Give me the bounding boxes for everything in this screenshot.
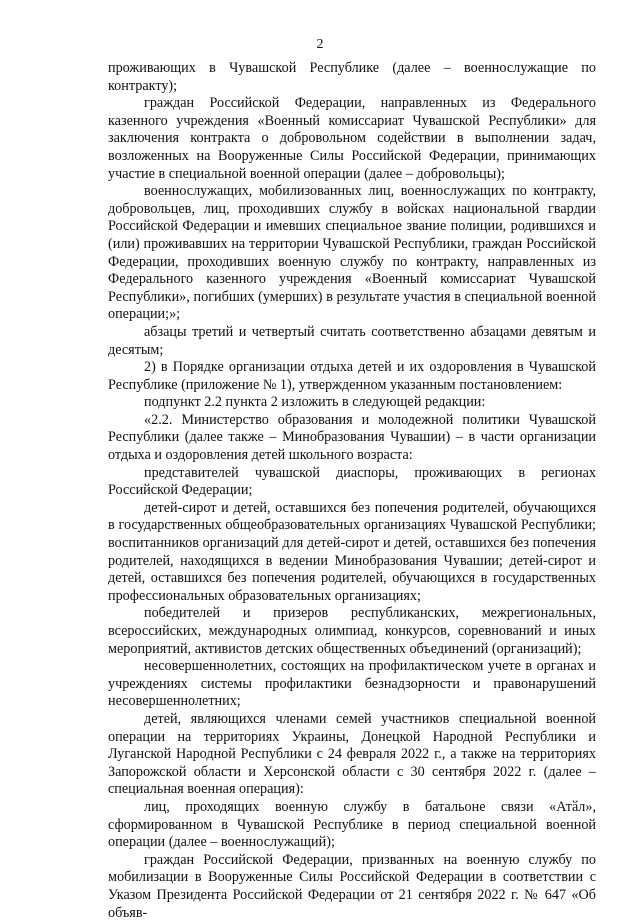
paragraph-2: граждан Российской Федерации, направленных из Федерального казенного учреждения «Военный комиссариат Чувашской Республики» для заключения контракта о добровольном содействии в выполнении задач, возложенных на Вооруженные Силы Российской Федерации, принимающих участие в специальной военной операции (далее – добровольцы); [108, 95, 596, 182]
page-number: 2 [316, 37, 324, 52]
paragraph-9: детей-сирот и детей, оставшихся без попечения родителей, обучающихся в государственных общеобразовательных организациях Чувашской Республики; воспитанников организаций для детей-сирот и детей, оставшихся без попечения родителей, находящихся в ведении Минобразования Чувашии; детей-сирот и детей, оставшихся без попечения родителей, обучающихся в государственных профессиональных образовательных организациях; [108, 499, 596, 604]
paragraph-14: граждан Российской Федерации, призванных на военную службу по мобилизации в Вооруженные Силы Российской Федерации в соответствии с Указом Президента Российской Федерации от 21 сентября 2022 г. № 647 «Об объяв- [108, 851, 596, 921]
paragraph-10: победителей и призеров республиканских, межрегиональных, всероссийских, международных олимпиад, конкурсов, соревнований и иных мероприятий, активистов детских общественных объединений (организаций); [108, 605, 596, 657]
paragraph-5: 2) в Порядке организации отдыха детей и их оздоровления в Чувашской Республике (приложение № 1), утвержденном указанным постановлением: [108, 359, 596, 393]
paragraph-3: военнослужащих, мобилизованных лиц, военнослужащих по контракту, добровольцев, лиц, проходивших службу в войсках национальной гвардии Российской Федерации и имевших специальное звание полиции, родившихся и (или) проживавших на территории Чувашской Республики, граждан Российской Федерации, проходивших военную службу по контракту, направленных из Федерального казенного учреждения «Военный комиссариат Чувашской Республики», погибших (умерших) в результате участия в специальной военной операции;»; [108, 183, 596, 323]
paragraph-13: лиц, проходящих военную службу в батальоне связи «Атӑл», сформированном в Чувашской Республике в период специальной военной операции (далее – военнослужащий); [108, 798, 596, 851]
paragraph-7: «2.2. Министерство образования и молодежной политики Чувашской Республики (далее также – Минобразования Чувашии) – в части организации отдыха и оздоровления детей школьного возраста: [108, 411, 596, 464]
paragraph-12: детей, являющихся членами семей участников специальной военной операции на территориях Украины, Донецкой Народной Республики и Луганской Народной Республики с 24 февраля 2022 г., а также на территориях Запорожской области и Херсонской области с 30 сентября 2022 г. (далее – специальная военная операция): [108, 710, 596, 798]
paragraph-4: абзацы третий и четвертый считать соответственно абзацами девятым и десятым; [108, 323, 596, 358]
paragraph-8: представителей чувашской диаспоры, проживающих в регионах Российской Федерации; [108, 464, 596, 499]
paragraph-1: проживающих в Чувашской Республике (далее – военнослужащие по контракту); [108, 60, 596, 94]
paragraph-6: подпункт 2.2 пункта 2 изложить в следующей редакции: [144, 394, 486, 411]
paragraph-11: несовершеннолетних, состоящих на профилактическом учете в органах и учреждениях системы профилактики безнадзорности и правонарушений несовершеннолетних; [108, 658, 596, 710]
document-body [108, 60, 596, 922]
